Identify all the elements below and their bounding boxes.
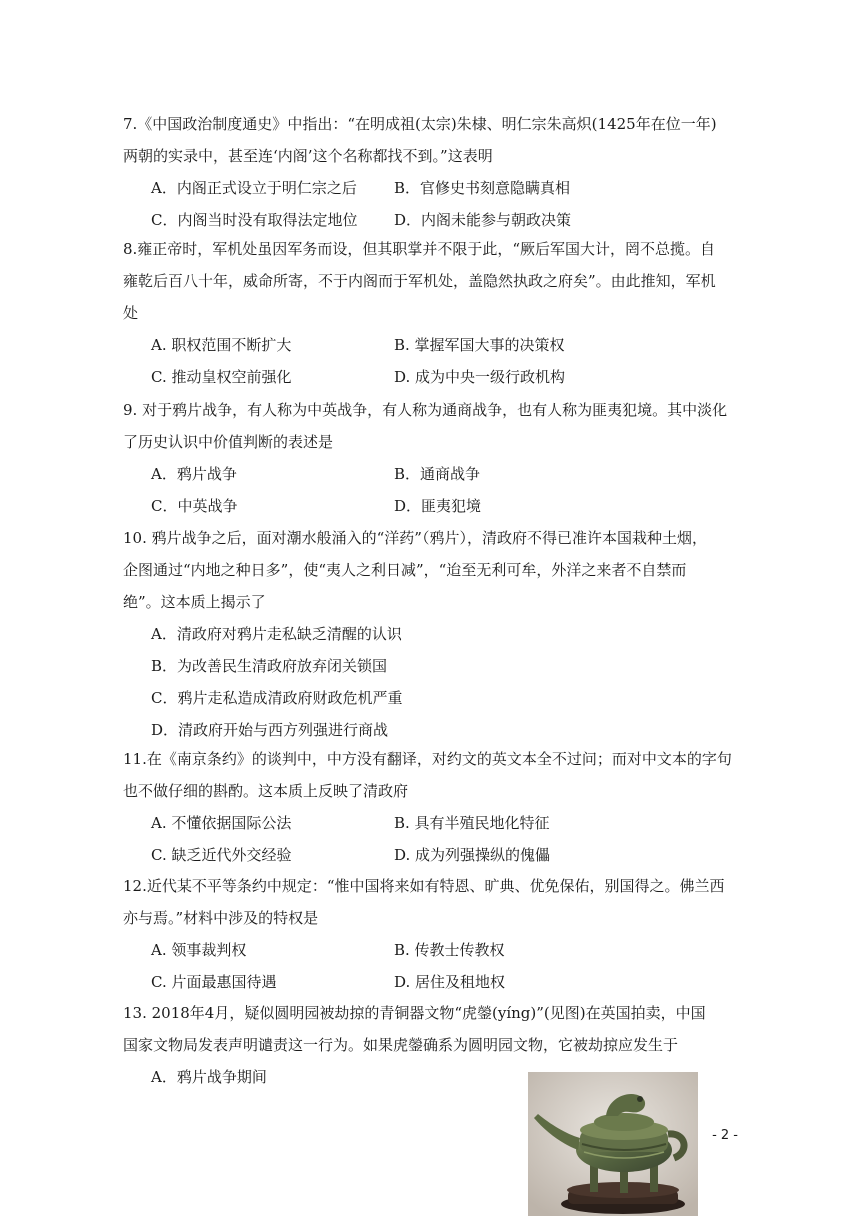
stem-line: 13. 2018年4月，疑似圆明园被劫掠的青铜器文物“虎鎣(yíng)”(见图)在英国拍卖，中国 [123, 1004, 706, 1022]
options [123, 934, 743, 998]
options [123, 329, 743, 393]
option-c: C．内阁当时没有取得法定地位 [151, 211, 358, 229]
stem-line: 12.近代某不平等条约中规定：“惟中国将来如有特恩、旷典、优免保佑，别国得之。佛兰西 [123, 877, 725, 895]
stem-line: 10. 鸦片战争之后，面对潮水般涌入的“洋药”（鸦片），清政府不得已准许本国栽种土烟， [123, 529, 707, 547]
question-11 [123, 743, 743, 871]
stem-line: 国家文物局发表声明谴责这一行为。如果虎鎣确系为圆明园文物，它被劫掠应发生于 [123, 1036, 679, 1054]
bronze-vessel-photo-icon [528, 1072, 698, 1216]
question-12 [123, 870, 743, 998]
option-a: A．鸦片战争 [151, 465, 237, 483]
option-b: B. 具有半殖民地化特征 [394, 814, 550, 832]
stem-line: 处 [123, 304, 139, 322]
stem-line: 绝”。这本质上揭示了 [123, 593, 266, 611]
stem-line: 11.在《南京条约》的谈判中，中方没有翻译，对约文的英文本全不过问；而对中文本的字句 [123, 750, 732, 768]
options [123, 172, 743, 236]
stem-line: 9. 对于鸦片战争，有人称为中英战争，有人称为通商战争，也有人称为匪夷犯境。其中淡化 [123, 401, 728, 419]
option-b: B．为改善民生清政府放弃闭关锁国 [151, 657, 388, 675]
option-a: A. 不懂依据国际公法 [151, 814, 292, 832]
question-stem [123, 522, 743, 618]
option-b: B．官修史书刻意隐瞒真相 [394, 179, 571, 197]
option-b: B. 掌握军国大事的决策权 [394, 336, 565, 354]
option-d: D. 居住及租地权 [394, 973, 506, 991]
option-a: A. 领事裁判权 [151, 941, 247, 959]
option-a: A．鸦片战争期间 [151, 1068, 267, 1086]
stem-line: 企图通过“内地之种日多”，使“夷人之利日减”，“迨至无利可牟，外洋之来者不自禁而 [123, 561, 687, 579]
stem-line: 8.雍正帝时，军机处虽因军务而设，但其职掌并不限于此，“厥后军国大计，罔不总揽。自 [123, 240, 715, 258]
stem-line: 雍乾后百八十年，威命所寄，不于内阁而于军机处，盖隐然执政之府矣”。由此推知，军机 [123, 272, 716, 290]
option-c: C. 片面最惠国待遇 [151, 973, 277, 991]
options [123, 618, 743, 746]
question-9 [123, 394, 743, 522]
page-number: - 2 - [712, 1128, 738, 1143]
question-8 [123, 233, 743, 393]
options [123, 807, 743, 871]
option-d: D．清政府开始与西方列强进行商战 [151, 721, 389, 739]
option-b: B. 传教士传教权 [394, 941, 505, 959]
option-c: C．鸦片走私造成清政府财政危机严重 [151, 689, 403, 707]
option-c: C．中英战争 [151, 497, 238, 515]
question-stem [123, 108, 743, 172]
option-b: B．通商战争 [394, 465, 481, 483]
stem-line: 两朝的实录中，甚至连‘内阁’这个名称都找不到。”这表明 [123, 147, 493, 165]
option-d: D. 成为列强操纵的傀儡 [394, 846, 551, 864]
stem-line: 亦与焉。”材料中涉及的特权是 [123, 909, 319, 927]
option-a: A. 职权范围不断扩大 [151, 336, 292, 354]
question-stem [123, 394, 743, 458]
stem-line: 7.《中国政治制度通史》中指出：“在明成祖(太宗)朱棣、明仁宗朱高炽(1425年在位一年) [123, 115, 717, 133]
option-a: A．清政府对鸦片走私缺乏清醒的认识 [151, 625, 402, 643]
question-7 [123, 108, 743, 236]
question-stem [123, 870, 743, 934]
option-d: D．匪夷犯境 [394, 497, 482, 515]
option-c: C. 推动皇权空前强化 [151, 368, 292, 386]
option-d: D．内阁未能参与朝政决策 [394, 211, 572, 229]
options [123, 458, 743, 522]
stem-line: 也不做仔细的斟酌。这本质上反映了清政府 [123, 782, 409, 800]
question-stem [123, 743, 743, 807]
question-10 [123, 522, 743, 746]
question-stem [123, 997, 743, 1061]
bronze-vessel-photo [528, 1072, 698, 1216]
option-c: C. 缺乏近代外交经验 [151, 846, 292, 864]
stem-line: 了历史认识中价值判断的表述是 [123, 433, 334, 451]
question-stem [123, 233, 743, 329]
option-a: A．内阁正式设立于明仁宗之后 [151, 179, 357, 197]
option-d: D. 成为中央一级行政机构 [394, 368, 566, 386]
